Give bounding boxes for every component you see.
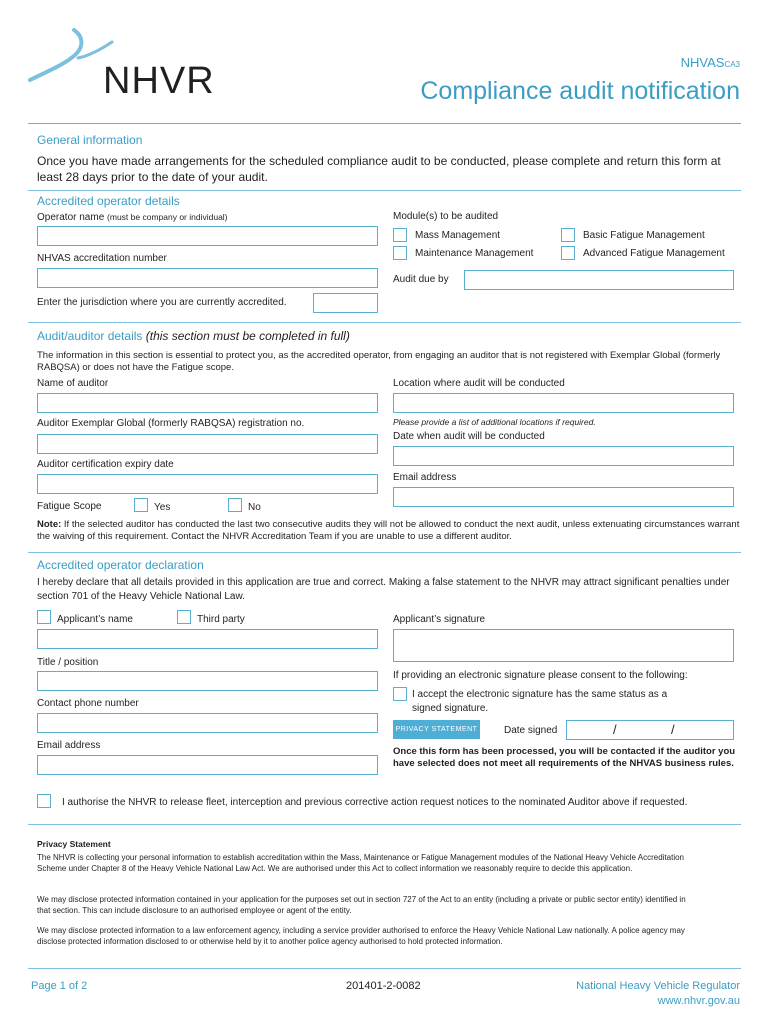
third-party-label: Third party (197, 614, 245, 625)
accreditation-input[interactable] (37, 268, 378, 288)
applicant-name-input[interactable] (37, 629, 378, 649)
general-intro: Once you have made arrangements for the scheduled compliance audit to be conducted, please complete and return this form at least 28 days prior to the date of your audit. (37, 154, 721, 184)
divider (28, 824, 741, 825)
fatigue-scope-label: Fatigue Scope (37, 501, 102, 512)
form-number: 201401-2-0082 (346, 980, 421, 992)
divider (28, 552, 741, 553)
form-code-main: NHVAS (680, 55, 725, 70)
audit-date-input[interactable] (393, 446, 734, 466)
jurisdiction-input[interactable] (313, 293, 378, 313)
title-position-label: Title / position (37, 657, 99, 668)
section-heading-declaration: Accredited operator declaration (37, 558, 204, 572)
divider (28, 123, 741, 124)
module-label: Maintenance Management (415, 248, 534, 259)
authorise-text: I authorise the NHVR to release fleet, interception and previous corrective action request notices to the nominated Auditor above if requested. (62, 797, 688, 808)
date-signed-input[interactable] (566, 720, 734, 740)
phone-input[interactable] (37, 713, 378, 733)
basic-fatigue-checkbox[interactable] (561, 228, 575, 242)
page-number: Page 1 of 2 (31, 980, 88, 992)
declaration-text: I hereby declare that all details provided in this application are true and correct. Making a false statement to the NHVR may attract significant penalties under section 701 of the Heavy Vehicle National Law. (37, 577, 730, 602)
jurisdiction-label: Enter the jurisdiction where you are currently accredited. (37, 297, 287, 308)
page-title: Compliance audit notification (420, 77, 740, 105)
modules-label: Module(s) to be audited (393, 211, 499, 222)
applicant-name-label: Applicant’s name (57, 614, 133, 625)
note-bold: Note: (37, 519, 62, 530)
note-text: If the selected auditor has conducted the last two consecutive audits they will not be allowed to conduct the next audit, unless extenuating circumstances warrant the waiving of this requirement. Contact the NHVR Accreditation Team if you are unable to use a different auditor. (37, 519, 740, 542)
fatigue-yes-checkbox[interactable] (134, 498, 148, 512)
section-heading-operator: Accredited operator details (37, 194, 180, 208)
logo-text: NHVR (103, 60, 215, 102)
maintenance-management-checkbox[interactable] (393, 246, 407, 260)
auditor-name-input[interactable] (37, 393, 378, 413)
audit-date-label: Date when audit will be conducted (393, 431, 545, 442)
processed-note: Once this form has been processed, you will be contacted if the auditor you have selected does not meet all requirements of the NHVAS business rules. (393, 746, 736, 769)
operator-name-input[interactable] (37, 226, 378, 246)
section-heading-general: General information (37, 133, 143, 147)
auditor-heading-text: Audit/auditor details (37, 329, 143, 343)
registration-input[interactable] (37, 434, 378, 454)
privacy-para-3: We may disclose protected information to a law enforcement agency, including a service provider authorised to enforce the Heavy Vehicle National Law nationally. A police agency may disclose protected information disclosed to or otherwise held by it to another police agency authorised to hold protected information. (37, 926, 685, 946)
phone-label: Contact phone number (37, 698, 139, 709)
fatigue-no-checkbox[interactable] (228, 498, 242, 512)
consent-checkbox[interactable] (393, 687, 407, 701)
footer-org: National Heavy Vehicle Regulator (576, 980, 740, 992)
date-separator: / (613, 722, 617, 737)
privacy-para-2: We may disclose protected information contained in your application for the purposes set out in section 727 of the Act to an entity (including a private or public sector entity) identified in that section. This can include disclosure to an authorised employee or agent of the entity. (37, 895, 686, 915)
fatigue-no-label: No (248, 502, 261, 513)
module-label: Advanced Fatigue Management (583, 248, 725, 259)
operator-name-note: (must be company or individual) (107, 212, 228, 222)
privacy-statement-button[interactable]: PRIVACY STATEMENT (393, 720, 480, 739)
location-input[interactable] (393, 393, 734, 413)
section-heading-auditor (37, 329, 350, 343)
date-separator: / (671, 722, 675, 737)
auditor-email-input[interactable] (393, 487, 734, 507)
privacy-para-1: The NHVR is collecting your personal information to establish accreditation within the Mass, Maintenance or Fatigue Management modules of the National Heavy Vehicle Accreditation Scheme under Chapter 8 of the Heavy Vehicle National Law Act. We are authorised under this Act to collect information we reasonably require to decide this application. (37, 853, 685, 873)
module-label: Basic Fatigue Management (583, 230, 705, 241)
declaration-email-label: Email address (37, 740, 101, 751)
divider (28, 968, 741, 969)
declaration-email-input[interactable] (37, 755, 378, 775)
privacy-heading: Privacy Statement (37, 839, 111, 849)
location-label: Location where audit will be conducted (393, 378, 565, 389)
divider (28, 190, 741, 191)
operator-name-label (37, 211, 228, 224)
form-code-suffix: CA3 (724, 60, 740, 69)
third-party-checkbox[interactable] (177, 610, 191, 624)
advanced-fatigue-checkbox[interactable] (561, 246, 575, 260)
authorise-checkbox[interactable] (37, 794, 51, 808)
mass-management-checkbox[interactable] (393, 228, 407, 242)
consent-line-2: signed signature. (412, 703, 489, 714)
registration-label: Auditor Exemplar Global (formerly RABQSA) registration no. (37, 418, 305, 429)
expiry-label: Auditor certification expiry date (37, 459, 174, 470)
module-label: Mass Management (415, 230, 501, 241)
title-position-input[interactable] (37, 671, 378, 691)
consent-intro: If providing an electronic signature please consent to the following: (393, 670, 688, 681)
auditor-intro: The information in this section is essential to protect you, as the accredited operator, from engaging an auditor that is not registered with Exemplar Global (formerly RABQSA) or does not have the Fatigue scope. (37, 350, 721, 373)
date-signed-label: Date signed (504, 725, 558, 736)
form-code (681, 56, 740, 72)
auditor-name-label: Name of auditor (37, 378, 109, 389)
footer-url[interactable]: www.nhvr.gov.au (657, 995, 740, 1007)
expiry-input[interactable] (37, 474, 378, 494)
audit-due-label: Audit due by (393, 274, 449, 285)
signature-input[interactable] (393, 629, 734, 662)
consent-line-1: I accept the electronic signature has the same status as a (412, 689, 668, 700)
auditor-email-label: Email address (393, 472, 457, 483)
audit-due-input[interactable] (464, 270, 734, 290)
accreditation-label: NHVAS accreditation number (37, 253, 167, 264)
auditor-note (37, 519, 747, 542)
operator-name-label-text: Operator name (37, 212, 105, 223)
divider (28, 322, 741, 323)
location-note: Please provide a list of additional locations if required. (393, 417, 596, 427)
signature-label: Applicant’s signature (393, 614, 486, 625)
applicant-checkbox[interactable] (37, 610, 51, 624)
auditor-heading-note: (this section must be completed in full) (145, 329, 350, 343)
fatigue-yes-label: Yes (154, 502, 171, 513)
